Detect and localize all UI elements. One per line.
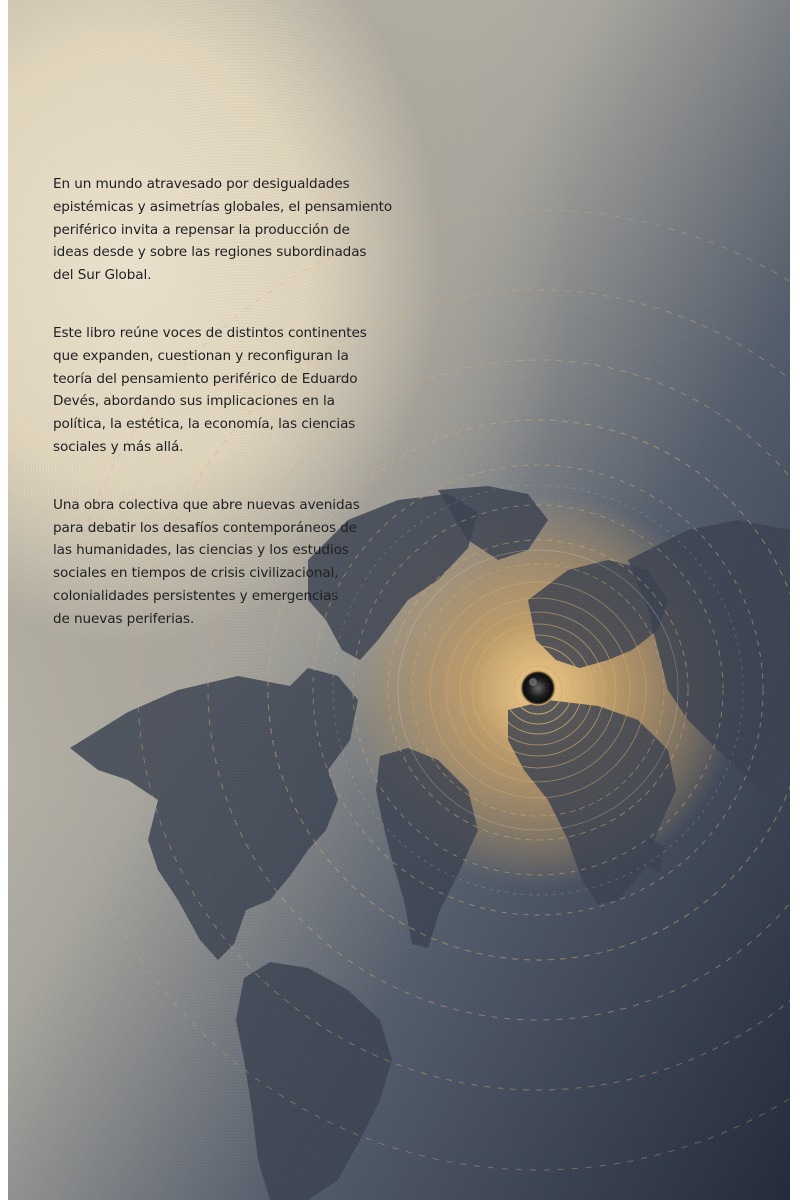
synopsis-paragraph-1 [53, 173, 393, 287]
text-line: ideas desde y sobre las regiones subordinadas [53, 244, 367, 261]
text-line: política, la estética, la economía, las ciencias [53, 416, 356, 433]
text-line: Este libro reúne voces de distintos continentes [53, 324, 367, 341]
text-line: epistémicas y asimetrías globales, el pensamiento [53, 198, 393, 215]
text-line: del Sur Global. [53, 267, 152, 284]
text-line: sociales y más allá. [53, 438, 184, 455]
text-line: teoría del pensamiento periférico de Eduardo [53, 370, 358, 387]
text-line: para debatir los desafíos contemporáneos de [53, 519, 357, 536]
text-line: sociales en tiempos de crisis civilizacional, [53, 565, 339, 582]
text-line: En un mundo atravesado por desigualdades [53, 176, 350, 192]
synopsis-paragraph-2 [53, 322, 368, 459]
text-line: Devés, abordando sus implicaciones en la [53, 393, 335, 410]
text-line: las humanidades, las ciencias y los estudios [53, 542, 349, 559]
center-lens [521, 671, 555, 705]
synopsis-text [53, 173, 393, 666]
north-america [70, 668, 358, 960]
text-line: periférico invita a repensar la producción de [53, 221, 350, 238]
back-cover [8, 0, 790, 1200]
text-line: colonialidades persistentes y emergencias [53, 587, 339, 604]
synopsis-paragraph-3 [53, 494, 368, 631]
text-line: que expanden, cuestionan y reconfiguran la [53, 347, 349, 364]
text-line: Una obra colectiva que abre nuevas avenidas [53, 496, 360, 513]
text-line: de nuevas periferias. [53, 610, 195, 627]
